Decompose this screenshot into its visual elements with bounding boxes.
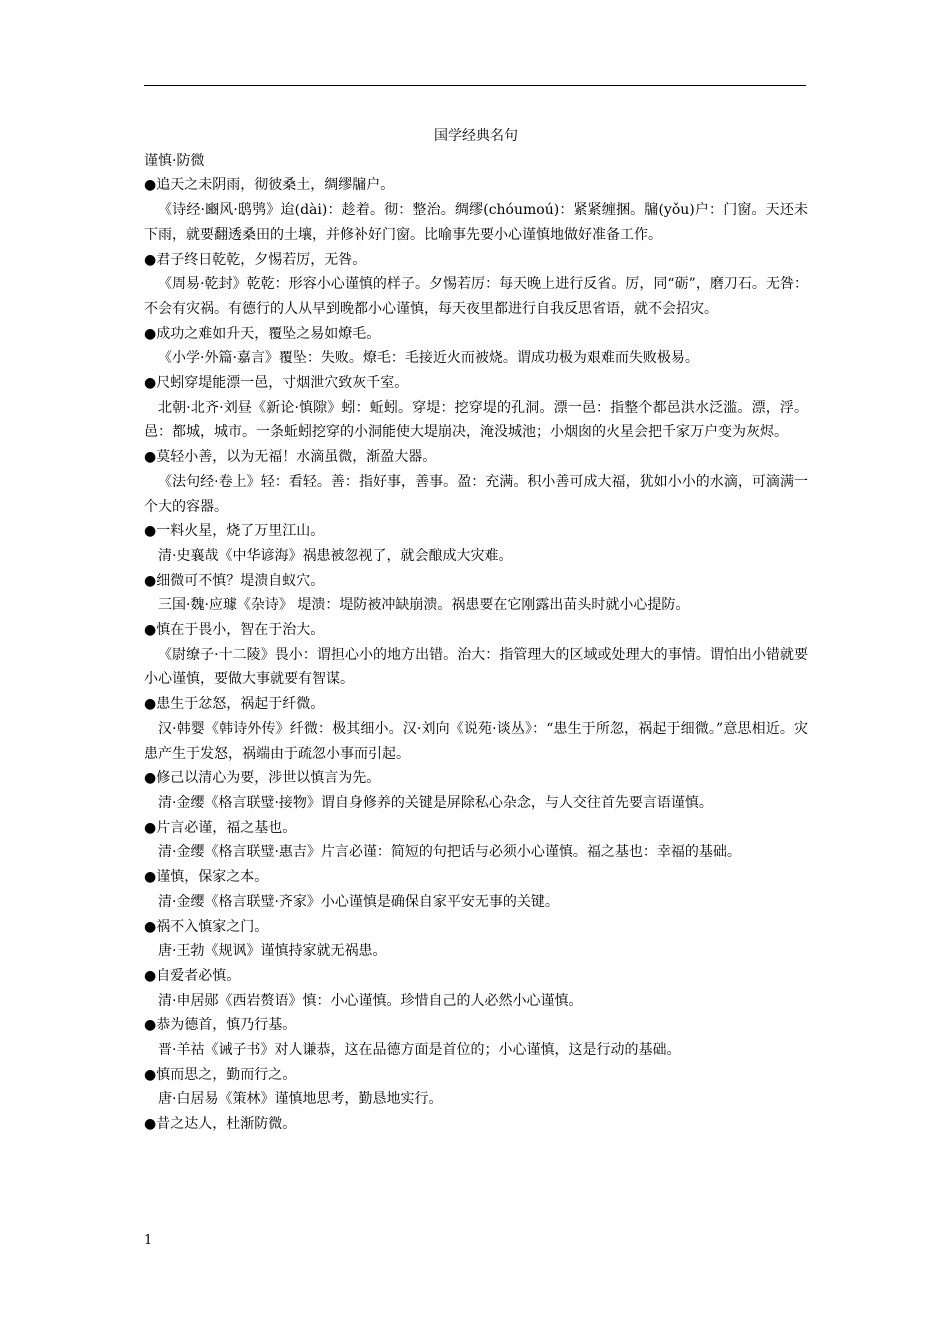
quote-line <box>144 1063 808 1088</box>
list-item <box>144 248 808 322</box>
explanation-text: 《小学·外篇·嘉言》覆坠：失败。燎毛：毛接近火而被烧。谓成功极为艰难而失败极易。 <box>158 350 699 367</box>
bullet-icon: ● <box>144 449 157 466</box>
quote-text: 君子终日乾乾，夕惕若厉，无咎。 <box>156 251 367 268</box>
quote-text: 昔之达人，杜渐防微。 <box>156 1116 297 1133</box>
list-item <box>144 1063 808 1112</box>
explanation-text: 《周易·乾封》乾乾：形容小心谨慎的样子。夕惕若厉：每天晚上进行反省。厉，同“砺”，磨刀石。无咎：不会有灾祸。有德行的人从早到晚都小心谨慎，每天夜里都进行自我反思省语，就不会招灾。 <box>144 276 808 317</box>
quote-line <box>144 173 808 198</box>
page-number: 1 <box>144 1233 153 1248</box>
explanation-text: 清·金缨《格言联璧·齐家》小心谨慎是确保自家平安无事的关键。 <box>158 893 559 910</box>
quote-text: 谨慎，保家之本。 <box>156 869 269 886</box>
quote-line <box>144 766 808 791</box>
list-item <box>144 322 808 371</box>
quote-text: 成功之难如升天，覆坠之易如燎毛。 <box>156 325 381 342</box>
entries-list <box>144 173 808 1136</box>
quote-text: 患生于忿怒，祸起于纤微。 <box>156 696 325 713</box>
explanation-text: 清·金缨《格言联璧·惠吉》片言必谨：简短的句把话与必须小心谨慎。福之基也：幸福的基础。 <box>158 844 741 861</box>
quote-text: 慎在于畏小，智在于治大。 <box>156 622 325 639</box>
quote-line <box>144 569 808 594</box>
bullet-icon: ● <box>144 325 157 342</box>
list-item <box>144 618 808 692</box>
quote-line <box>144 1013 808 1038</box>
quote-text: 慎而思之，勤而行之。 <box>156 1066 297 1083</box>
quote-line <box>144 248 808 273</box>
bullet-icon: ● <box>144 622 157 639</box>
quote-line <box>144 371 808 396</box>
list-item <box>144 766 808 815</box>
explanation-text: 《诗经·豳风·鸱鸮》迨(dài)：趁着。彻：整治。绸缪(chóumoú)：紧紧缠捆。牖(yǒu)户：门窗。天还未下雨，就要翻透桑田的土壤，并修补好门窗。比喻事先要小心谨慎地做好准备工作。 <box>144 202 808 243</box>
bullet-icon: ● <box>144 770 157 787</box>
quote-text: 祸不入慎家之门。 <box>156 918 269 935</box>
quote-text: 尺蚓穿堤能漂一邑，寸烟泄穴致灰千室。 <box>156 375 409 392</box>
bullet-icon: ● <box>144 1116 157 1133</box>
list-item <box>144 173 808 247</box>
quote-text: 细微可不慎？堤溃自蚁穴。 <box>156 572 325 589</box>
quote-line <box>144 964 808 989</box>
quote-text: 修己以清心为要，涉世以慎言为先。 <box>156 770 381 787</box>
list-item <box>144 865 808 914</box>
explanation-text: 《法句经·卷上》轻：看轻。善：指好事，善事。盈：充满。积小善可成大福，犹如小小的水滴，可滴满一个大的容器。 <box>144 473 808 515</box>
bullet-icon: ● <box>144 251 157 268</box>
list-item <box>144 1112 808 1137</box>
explanation-text: 清·金缨《格言联璧·接物》谓自身修养的关键是屏除私心杂念，与人交往首先要言语谨慎。 <box>158 794 713 811</box>
explanation-text: 《尉缭子·十二陵》畏小：谓担心小的地方出错。治大：指管理大的区域或处理大的事情。谓怕出小错就要小心谨慎，要做大事就要有智谋。 <box>144 646 808 688</box>
bullet-icon: ● <box>144 1017 157 1034</box>
list-item <box>144 964 808 1013</box>
list-item <box>144 1013 808 1062</box>
document-body <box>144 124 808 1137</box>
bullet-icon: ● <box>144 869 157 886</box>
bullet-icon: ● <box>144 967 157 984</box>
header-rule <box>144 85 806 86</box>
explanation-text: 汉·韩婴《韩诗外传》纤微：极其细小。汉·刘向《说苑·谈丛》：“患生于所忽，祸起于细微。”意思相近。灾患产生于发怒，祸端由于疏忽小事而引起。 <box>144 720 808 762</box>
list-item <box>144 371 808 445</box>
section-title: 谨慎·防微 <box>144 152 205 169</box>
quote-text: 自爱者必慎。 <box>156 967 241 984</box>
quote-line <box>144 322 808 347</box>
quote-text: 莫轻小善，以为无福！水滴虽微，渐盈大器。 <box>156 449 437 466</box>
bullet-icon: ● <box>144 918 157 935</box>
quote-line <box>144 816 808 841</box>
quote-text: 一料火星，烧了万里江山。 <box>156 523 325 540</box>
bullet-icon: ● <box>144 375 157 392</box>
list-item <box>144 692 808 766</box>
quote-text: 片言必谨，福之基也。 <box>156 819 297 836</box>
explanation-text: 三国·魏·应璩《杂诗》 堤溃：堤防被冲缺崩溃。祸患要在它刚露出苗头时就小心提防。 <box>158 597 690 614</box>
list-item <box>144 816 808 865</box>
explanation-text: 清·史襄哉《中华谚海》祸患被忽视了，就会酿成大灾难。 <box>158 547 513 564</box>
bullet-icon: ● <box>144 819 157 836</box>
list-item <box>144 519 808 568</box>
explanation-text: 唐·王勃《规讽》谨慎持家就无祸患。 <box>158 943 387 960</box>
quote-line <box>144 915 808 940</box>
bullet-icon: ● <box>144 1066 157 1083</box>
quote-text: 恭为德首，慎乃行基。 <box>156 1017 297 1034</box>
quote-line <box>144 692 808 717</box>
list-item <box>144 915 808 964</box>
quote-line <box>144 618 808 643</box>
quote-line <box>144 1112 808 1137</box>
list-item <box>144 445 808 519</box>
list-item <box>144 569 808 618</box>
bullet-icon: ● <box>144 572 157 589</box>
explanation-text: 唐·白居易《策林》谨慎地思考，勤恳地实行。 <box>158 1091 443 1108</box>
explanation-text: 清·申居郧《西岩赘语》慎：小心谨慎。珍惜自己的人必然小心谨慎。 <box>158 992 583 1009</box>
quote-line <box>144 445 808 470</box>
quote-line <box>144 519 808 544</box>
document-title: 国学经典名句 <box>434 128 518 144</box>
bullet-icon: ● <box>144 696 157 713</box>
explanation-text: 北朝·北齐·刘昼《新论·慎隙》蚓：蚯蚓。穿堤：挖穿堤的孔洞。漂一邑：指整个都邑洪水泛滥。漂，浮。邑：都城，城市。一条蚯蚓挖穿的小洞能使大堤崩决，淹没城池；小烟囱的火星会把千家万户变为灰烬。 <box>144 399 808 441</box>
quote-line <box>144 865 808 890</box>
quote-text: 追天之未阴雨，彻彼桑土，绸缪牖户。 <box>156 177 395 194</box>
bullet-icon: ● <box>144 523 157 540</box>
bullet-icon: ● <box>144 177 157 194</box>
explanation-text: 晋·羊祜《诫子书》对人谦恭，这在品德方面是首位的；小心谨慎，这是行动的基础。 <box>158 1042 681 1059</box>
